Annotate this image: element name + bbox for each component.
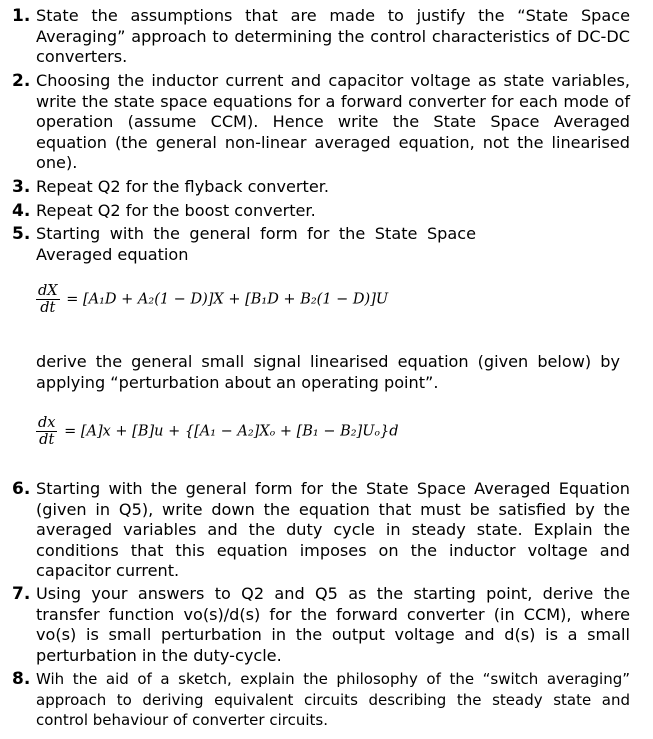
- question-text: State the assumptions that are made to justify the “State Space Averaging” approach to determining the control characteristics of DC-DC converters.: [36, 6, 630, 67]
- question-text: Choosing the inductor current and capacitor voltage as state variables, write the state space equations for a forward converter for each mode of operation (assume CCM). Hence write the State Space Averaged equation (the general non-linear averaged equation, not the linearised one).: [36, 71, 630, 173]
- question-5: [12, 224, 630, 265]
- question-number: 2.: [12, 71, 31, 91]
- question-number: 1.: [12, 6, 31, 26]
- equation-state-space-averaged: [36, 283, 388, 316]
- question-number: 5.: [12, 224, 31, 244]
- equation-rhs: = [A₁D + A₂(1 − D)]X + [B₁D + B₂(1 − D)]U: [66, 291, 389, 308]
- equation-small-signal: [36, 415, 399, 448]
- fraction-numerator: dX: [38, 283, 58, 299]
- question-text: Wih the aid of a sketch, explain the philosophy of the “switch averaging” approach to deriving equivalent circuits describing the steady state and control behaviour of converter circuits.: [36, 670, 630, 729]
- question-2: [12, 71, 630, 174]
- question-text: Starting with the general form for the State Space Averaged Equation (given in Q5), write down the equation that must be satisfied by the averaged variables and the duty cycle in steady state. Explain the conditions that this equation imposes on the inductor voltage and capacitor current.: [36, 479, 630, 581]
- question-text: Repeat Q2 for the boost converter.: [36, 201, 316, 220]
- question-4: [12, 201, 630, 222]
- question-text: Starting with the general form for the State Space Averaged equation: [36, 224, 476, 264]
- question-number: 3.: [12, 177, 31, 197]
- equation-rhs: = [A]x + [B]u + {[A₁ − A₂]Xₒ + [B₁ − B₂]Uₒ}d: [64, 423, 399, 440]
- fraction-numerator: dx: [38, 415, 56, 431]
- derivative-fraction: [36, 415, 57, 448]
- question-number: 4.: [12, 201, 31, 221]
- derivative-fraction: [36, 283, 60, 316]
- question-number: 6.: [12, 479, 31, 499]
- question-6: [12, 479, 630, 582]
- question-number: 7.: [12, 584, 31, 604]
- question-number: 8.: [12, 669, 31, 689]
- fraction-denominator: dt: [39, 432, 55, 448]
- question-8: [12, 669, 630, 731]
- fraction-denominator: dt: [40, 300, 56, 316]
- question-text: Using your answers to Q2 and Q5 as the starting point, derive the transfer function vo(s)/d(s) for the forward converter (in CCM), where vo(s) is small perturbation in the output voltage and d(s) is a small perturbation in the duty-cycle.: [36, 584, 630, 665]
- question-1: [12, 6, 630, 68]
- question-5-continuation: derive the general small signal linearised equation (given below) by applying “perturbation about an operating point”.: [36, 352, 620, 392]
- question-7: [12, 584, 630, 666]
- question-3: [12, 177, 630, 198]
- question-text: Repeat Q2 for the flyback converter.: [36, 177, 329, 196]
